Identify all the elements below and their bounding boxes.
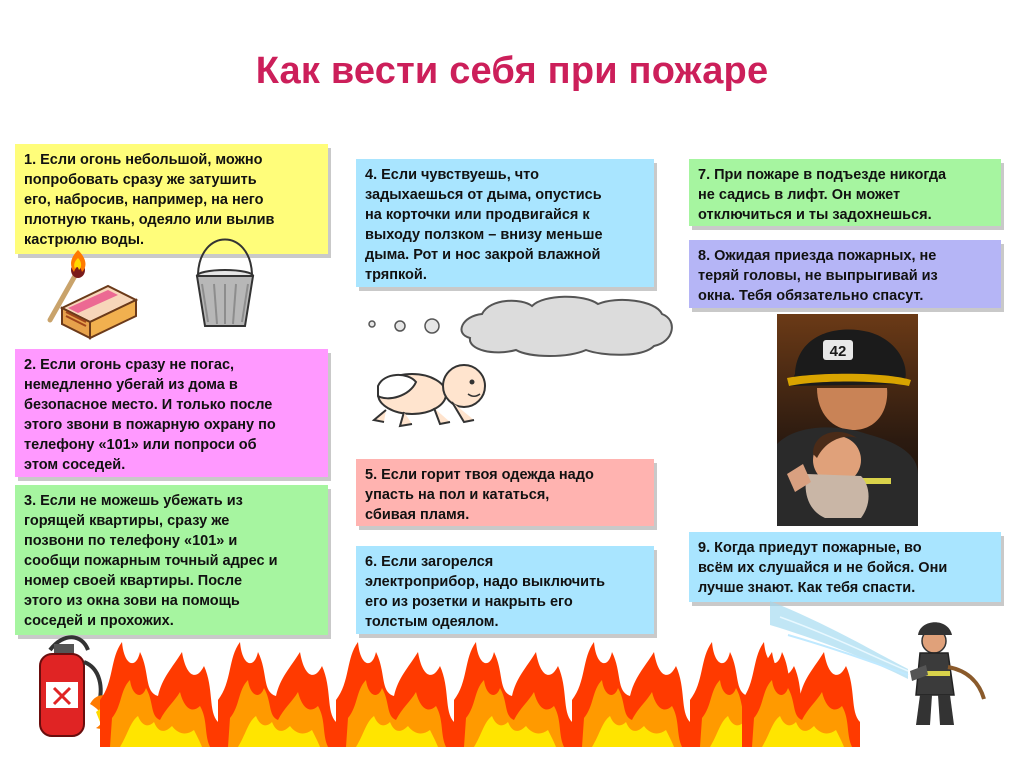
- tip-4: 4. Если чувствуешь, что задыхаешься от дыма, опустись на корточки или продвигайся к выходу ползком – внизу меньше дыма. Рот и нос закрой влажной тряпкой.: [356, 159, 654, 287]
- bucket-icon: [190, 228, 260, 332]
- tip-3: 3. Если не можешь убежать из горящей квартиры, сразу же позвони по телефону «101» и сообщи пожарным точный адрес и номер своей квартиры. После этого из окна зови на помощь соседей и прохожих.: [15, 485, 328, 635]
- tip-6: 6. Если загорелся электроприбор, надо выключить его из розетки и накрыть его толстым одеялом.: [356, 546, 654, 634]
- helmet-number: 42: [829, 343, 847, 360]
- tip-9: 9. Когда приедут пожарные, во всём их слушайся и не бойся. Они лучше знают. Как тебя спасти.: [689, 532, 1001, 602]
- firefighter-photo: [777, 314, 918, 526]
- smoke-cloud-icon: [362, 294, 680, 360]
- page-title: Как вести себя при пожаре: [255, 50, 769, 92]
- tip-7: 7. При пожаре в подъезде никогда не садись в лифт. Он может отключиться и ты задохнешься.: [689, 159, 1001, 226]
- tip-2: 2. Если огонь сразу не погас, немедленно убегай из дома в безопасное место. И только после этого звони в пожарную охрану по телефону «101» или попроси об этом соседей.: [15, 349, 328, 477]
- crawling-baby-icon: [364, 362, 499, 430]
- flames: [100, 622, 860, 747]
- tip-8: 8. Ожидая приезда пожарных, не теряй головы, не выпрыгивай из окна. Тебя обязательно спасут.: [689, 240, 1001, 308]
- tip-1: 1. Если огонь небольшой, можно попробовать сразу же затушить его, набросив, например, на него плотную ткань, одеяло или вылив кастрюлю воды.: [15, 144, 328, 254]
- matchbox-icon: [58, 278, 140, 342]
- tip-5: 5. Если горит твоя одежда надо упасть на пол и кататься, сбивая пламя.: [356, 459, 654, 526]
- firefighter-hose-icon: [770, 595, 990, 735]
